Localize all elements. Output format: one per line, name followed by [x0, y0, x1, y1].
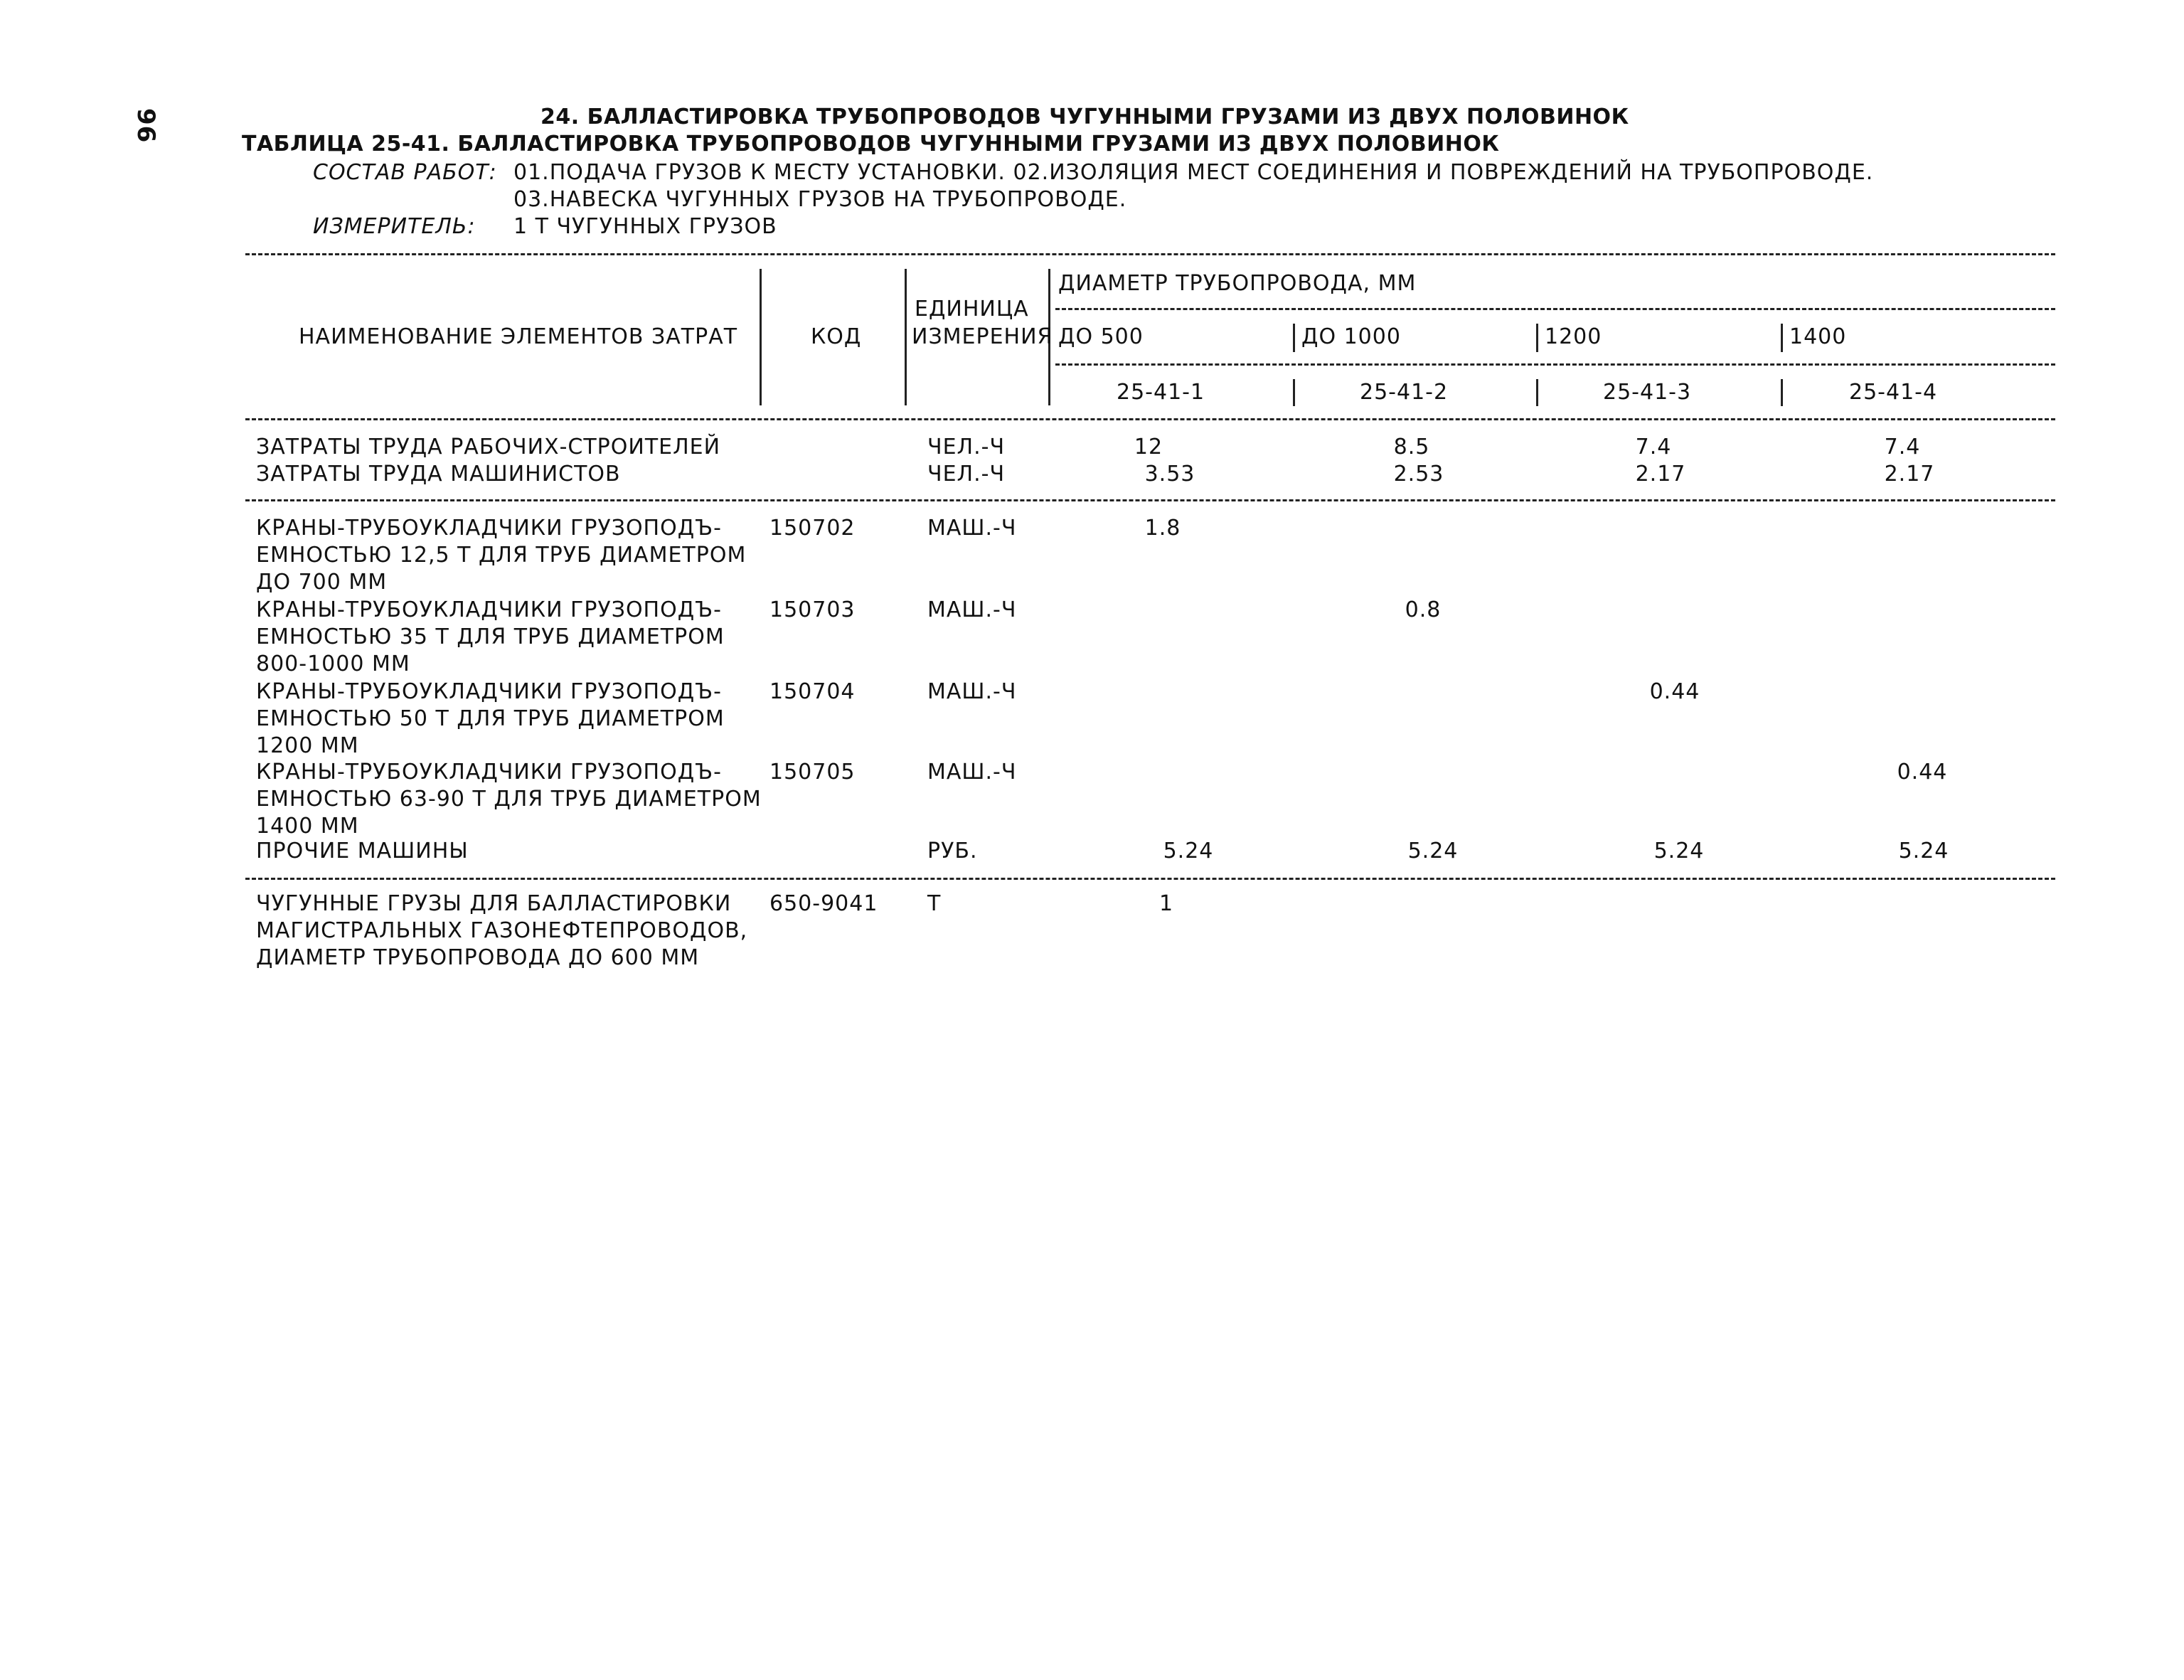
- table-row-value: 5.24: [1898, 839, 1949, 863]
- table-row-value: 2.17: [1635, 462, 1686, 487]
- table-row-unit: МАШ.-Ч: [927, 760, 1017, 785]
- header-inner-rule-2: [1055, 363, 2055, 366]
- section-rule-1: [245, 499, 2055, 501]
- header-separator-code3: [1536, 379, 1538, 406]
- table-row-unit: МАШ.-Ч: [927, 679, 1017, 704]
- header-code-1: 25-41-1: [1117, 380, 1205, 405]
- header-range-1: ДО 500: [1058, 324, 1144, 349]
- header-unit-line1: ЕДИНИЦА: [915, 297, 1029, 321]
- table-row-code: 150702: [769, 516, 856, 541]
- table-row-unit: РУБ.: [927, 839, 978, 863]
- work-composition-label: СОСТАВ РАБОТ:: [313, 160, 497, 185]
- header-separator-name: [760, 269, 762, 405]
- table-row-code: 150705: [769, 760, 856, 785]
- work-composition-line1: 01.ПОДАЧА ГРУЗОВ К МЕСТУ УСТАНОВКИ. 02.ИЗОЛЯЦИЯ МЕСТ СОЕДИНЕНИЯ И ПОВРЕЖДЕНИЙ НА ТРУБОПРОВОДЕ.: [513, 160, 1874, 185]
- table-row-unit: МАШ.-Ч: [927, 597, 1017, 622]
- table-row-value: 12: [1134, 435, 1163, 459]
- table-row-value: 0.8: [1405, 597, 1442, 622]
- table-row-name: КРАНЫ-ТРУБОУКЛАДЧИКИ ГРУЗОПОДЪ-ЕМНОСТЬЮ 50 Т ДЛЯ ТРУБ ДИАМЕТРОМ 1200 ММ: [256, 679, 725, 758]
- meter-label: ИЗМЕРИТЕЛЬ:: [313, 214, 476, 239]
- table-row-value: 5.24: [1163, 839, 1214, 863]
- header-range-4: 1400: [1789, 324, 1847, 349]
- header-unit-line2: ИЗМЕРЕНИЯ: [912, 324, 1053, 349]
- table-row-name: ПРОЧИЕ МАШИНЫ: [256, 839, 469, 863]
- header-separator-code: [905, 269, 907, 405]
- table-row-value: 5.24: [1407, 839, 1459, 863]
- table-row-unit: ЧЕЛ.-Ч: [927, 435, 1006, 459]
- section-rule-2: [245, 878, 2055, 880]
- meter-value: 1 Т ЧУГУННЫХ ГРУЗОВ: [513, 214, 777, 239]
- table-row-name: ЗАТРАТЫ ТРУДА МАШИНИСТОВ: [256, 462, 621, 487]
- table-row-name: КРАНЫ-ТРУБОУКЛАДЧИКИ ГРУЗОПОДЪ-ЕМНОСТЬЮ 12,5 Т ДЛЯ ТРУБ ДИАМЕТРОМ ДО 700 ММ: [256, 516, 747, 595]
- header-range-2: ДО 1000: [1301, 324, 1401, 349]
- table-row-value: 0.44: [1649, 679, 1700, 704]
- table-title: ТАБЛИЦА 25-41. БАЛЛАСТИРОВКА ТРУБОПРОВОДОВ ЧУГУННЫМИ ГРУЗАМИ ИЗ ДВУХ ПОЛОВИНОК: [242, 132, 1500, 156]
- table-row-value: 1.8: [1144, 516, 1181, 541]
- table-row-value: 5.24: [1653, 839, 1705, 863]
- header-name: НАИМЕНОВАНИЕ ЭЛЕМЕНТОВ ЗАТРАТ: [299, 324, 738, 349]
- page-number: 96: [132, 108, 160, 144]
- header-diameter: ДИАМЕТР ТРУБОПРОВОДА, ММ: [1058, 271, 1417, 296]
- table-row-value: 2.17: [1884, 462, 1935, 487]
- header-separator-col4: [1781, 324, 1783, 352]
- header-bottom-rule: [245, 418, 2055, 420]
- table-row-name: КРАНЫ-ТРУБОУКЛАДЧИКИ ГРУЗОПОДЪ-ЕМНОСТЬЮ 63-90 Т ДЛЯ ТРУБ ДИАМЕТРОМ 1400 ММ: [256, 760, 762, 839]
- header-separator-col2: [1293, 324, 1295, 352]
- header-code: КОД: [811, 324, 862, 349]
- header-code-2: 25-41-2: [1360, 380, 1449, 405]
- header-code-3: 25-41-3: [1603, 380, 1692, 405]
- table-row-unit: ЧЕЛ.-Ч: [927, 462, 1006, 487]
- table-row-code: 650-9041: [769, 891, 878, 916]
- header-code-4: 25-41-4: [1849, 380, 1938, 405]
- table-row-unit: Т: [927, 891, 942, 916]
- header-separator-code4: [1781, 379, 1783, 406]
- table-top-rule: [245, 253, 2055, 255]
- table-row-value: 3.53: [1144, 462, 1195, 487]
- table-row-value: 2.53: [1393, 462, 1444, 487]
- table-row-code: 150703: [769, 597, 856, 622]
- header-range-3: 1200: [1545, 324, 1602, 349]
- table-row-value: 7.4: [1635, 435, 1672, 459]
- table-row-name: ЗАТРАТЫ ТРУДА РАБОЧИХ-СТРОИТЕЛЕЙ: [256, 435, 721, 459]
- section-title: 24. БАЛЛАСТИРОВКА ТРУБОПРОВОДОВ ЧУГУННЫМИ ГРУЗАМИ ИЗ ДВУХ ПОЛОВИНОК: [540, 105, 1629, 129]
- table-row-name: ЧУГУННЫЕ ГРУЗЫ ДЛЯ БАЛЛАСТИРОВКИ МАГИСТРАЛЬНЫХ ГАЗОНЕФТЕПРОВОДОВ, ДИАМЕТР ТРУБОПРОВОДА ДО 600 ММ: [256, 891, 748, 970]
- header-inner-rule-1: [1055, 308, 2055, 310]
- table-row-value: 0.44: [1897, 760, 1948, 785]
- table-row-code: 150704: [769, 679, 856, 704]
- table-row-value: 7.4: [1884, 435, 1921, 459]
- table-row-unit: МАШ.-Ч: [927, 516, 1017, 541]
- header-separator-code2: [1293, 379, 1295, 406]
- table-row-name: КРАНЫ-ТРУБОУКЛАДЧИКИ ГРУЗОПОДЪ-ЕМНОСТЬЮ 35 Т ДЛЯ ТРУБ ДИАМЕТРОМ 800-1000 ММ: [256, 597, 725, 676]
- work-composition-line2: 03.НАВЕСКА ЧУГУННЫХ ГРУЗОВ НА ТРУБОПРОВОДЕ.: [513, 187, 1127, 212]
- table-row-value: 8.5: [1393, 435, 1430, 459]
- header-separator-col3: [1536, 324, 1538, 352]
- table-row-value: 1: [1158, 891, 1174, 916]
